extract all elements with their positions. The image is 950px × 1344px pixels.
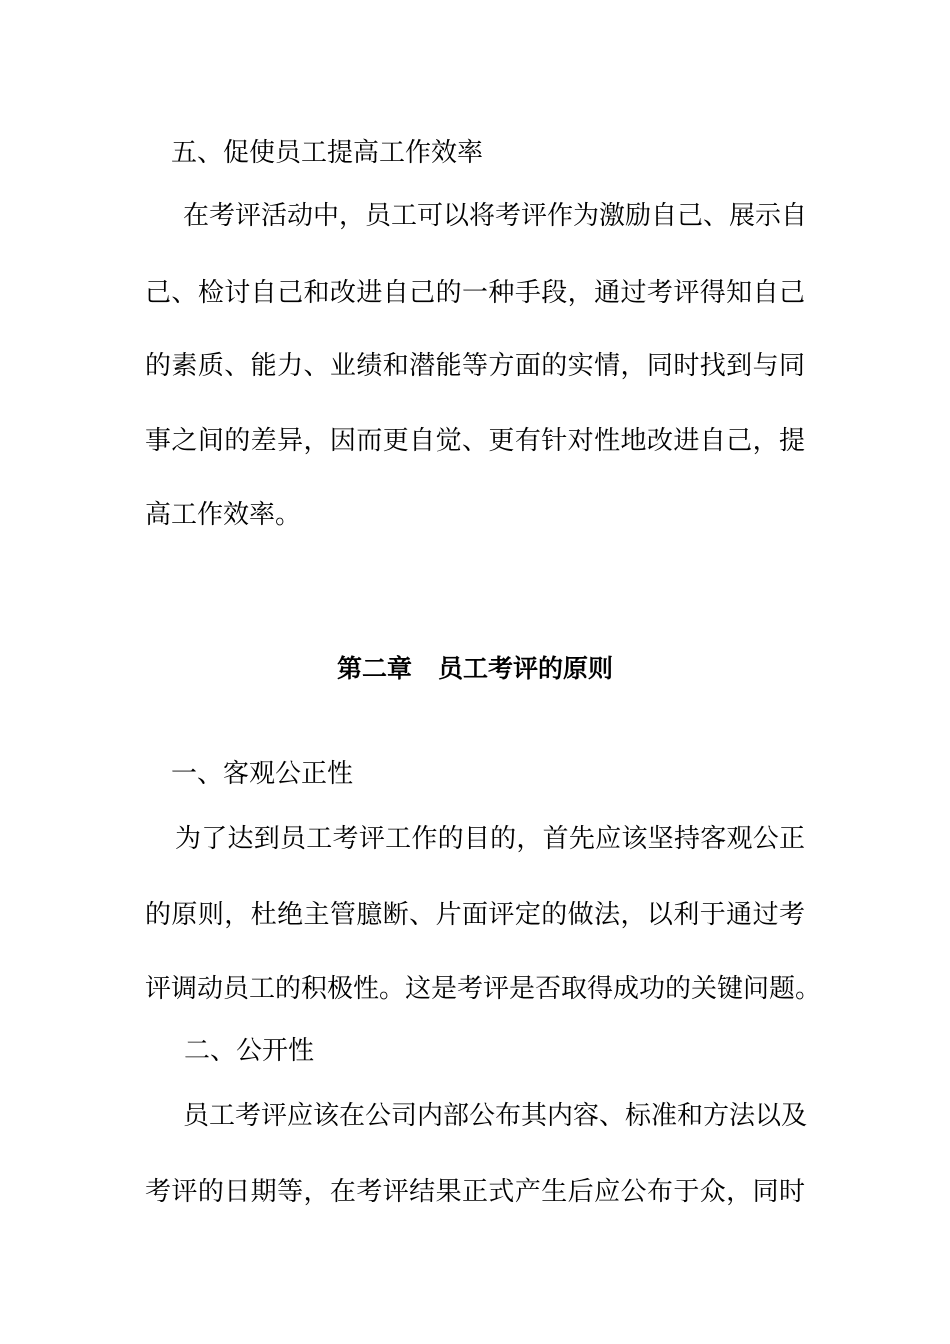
section-heading-5: 五、促使员工提高工作效率 [171,138,484,168]
paragraph-line: 的素质、能力、业绩和潜能等方面的实情，同时找到与同 [145,351,805,381]
section-heading-2: 二、公开性 [184,1036,315,1066]
paragraph-line: 为了达到员工考评工作的目的，首先应该坚持客观公正 [175,824,805,854]
paragraph-line: 的原则，杜绝主管臆断、片面评定的做法，以利于通过考 [145,900,805,930]
paragraph-line: 员工考评应该在公司内部公布其内容、标准和方法以及 [183,1101,808,1131]
paragraph-line: 高工作效率。 [145,500,302,530]
paragraph-line: 己、检讨自己和改进自己的一种手段，通过考评得知自己 [145,278,805,308]
chapter-title: 第二章 员工考评的原则 [336,654,614,683]
section-heading-1: 一、客观公正性 [171,759,354,789]
paragraph-line: 考评的日期等，在考评结果正式产生后应公布于众，同时 [145,1177,805,1207]
paragraph-line: 评调动员工的积极性。这是考评是否取得成功的关键问题。 [145,974,822,1004]
paragraph-line: 事之间的差异，因而更自觉、更有针对性地改进自己，提 [145,426,805,456]
paragraph-line: 在考评活动中，员工可以将考评作为激励自己、展示自 [183,201,808,231]
